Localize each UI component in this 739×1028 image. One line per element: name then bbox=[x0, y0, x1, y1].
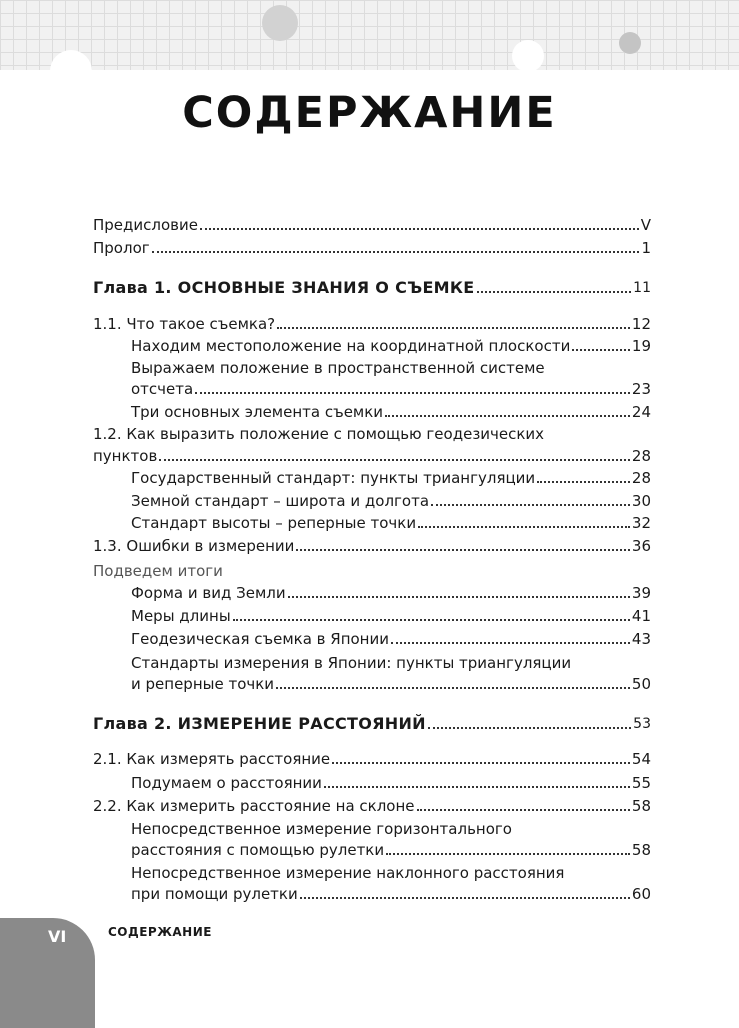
page-title: СОДЕРЖАНИЕ bbox=[182, 88, 557, 138]
decorative-grid-band bbox=[0, 0, 739, 70]
toc-chapter-1[interactable]: Глава 1. ОСНОВНЫЕ ЗНАНИЯ О СЪЕМКЕ 11 bbox=[93, 278, 651, 297]
decorative-circle bbox=[619, 32, 641, 54]
toc-entry-preface[interactable]: Предисловие V bbox=[93, 216, 651, 234]
toc-subentry[interactable]: Стандарт высоты – реперные точки 32 bbox=[131, 514, 651, 532]
toc-subentry[interactable]: Непосредственное измерение горизонтального bbox=[131, 820, 512, 838]
toc-section-summary[interactable]: Подведем итоги bbox=[93, 562, 223, 580]
running-head: СОДЕРЖАНИЕ bbox=[108, 925, 212, 939]
decorative-circle bbox=[50, 50, 92, 92]
toc-subentry[interactable]: Геодезическая съемка в Японии 43 bbox=[131, 630, 651, 648]
toc-entry[interactable]: 2.1. Как измерять расстояние 54 bbox=[93, 750, 651, 768]
toc-subentry[interactable]: Непосредственное измерение наклонного расстояния bbox=[131, 864, 565, 882]
toc-subentry-cont[interactable]: расстояния с помощью рулетки 58 bbox=[131, 841, 651, 859]
toc-subentry[interactable]: Меры длины 41 bbox=[131, 607, 651, 625]
toc-subentry[interactable]: Форма и вид Земли 39 bbox=[131, 584, 651, 602]
toc-subentry[interactable]: Подумаем о расстоянии 55 bbox=[131, 774, 651, 792]
toc-entry-cont[interactable]: пунктов 28 bbox=[93, 447, 651, 465]
toc-subentry-cont[interactable]: и реперные точки 50 bbox=[131, 675, 651, 693]
toc-entry[interactable]: 1.3. Ошибки в измерении 36 bbox=[93, 537, 651, 555]
toc-subentry[interactable]: Три основных элемента съемки 24 bbox=[131, 403, 651, 421]
toc-entry-prologue[interactable]: Пролог 1 bbox=[93, 239, 651, 257]
page-number: VI bbox=[48, 927, 67, 946]
toc-entry[interactable]: 1.1. Что такое съемка? 12 bbox=[93, 315, 651, 333]
toc-subentry[interactable]: Выражаем положение в пространственной системе bbox=[131, 359, 545, 377]
decorative-circle bbox=[512, 40, 544, 72]
toc-subentry-cont[interactable]: при помощи рулетки 60 bbox=[131, 885, 651, 903]
toc-subentry[interactable]: Государственный стандарт: пункты триангуляции 28 bbox=[131, 469, 651, 487]
toc-subentry[interactable]: Стандарты измерения в Японии: пункты триангуляции bbox=[131, 654, 572, 672]
toc-subentry[interactable]: Земной стандарт – широта и долгота 30 bbox=[131, 492, 651, 510]
decorative-circle bbox=[262, 5, 298, 41]
toc-subentry-cont[interactable]: отсчета 23 bbox=[131, 380, 651, 398]
toc-subentry[interactable]: Находим местоположение на координатной плоскости 19 bbox=[131, 337, 651, 355]
toc-entry[interactable]: 2.2. Как измерить расстояние на склоне 58 bbox=[93, 797, 651, 815]
toc-chapter-2[interactable]: Глава 2. ИЗМЕРЕНИЕ РАССТОЯНИЙ 53 bbox=[93, 714, 651, 733]
toc-entry[interactable]: 1.2. Как выразить положение с помощью геодезических bbox=[93, 425, 545, 443]
